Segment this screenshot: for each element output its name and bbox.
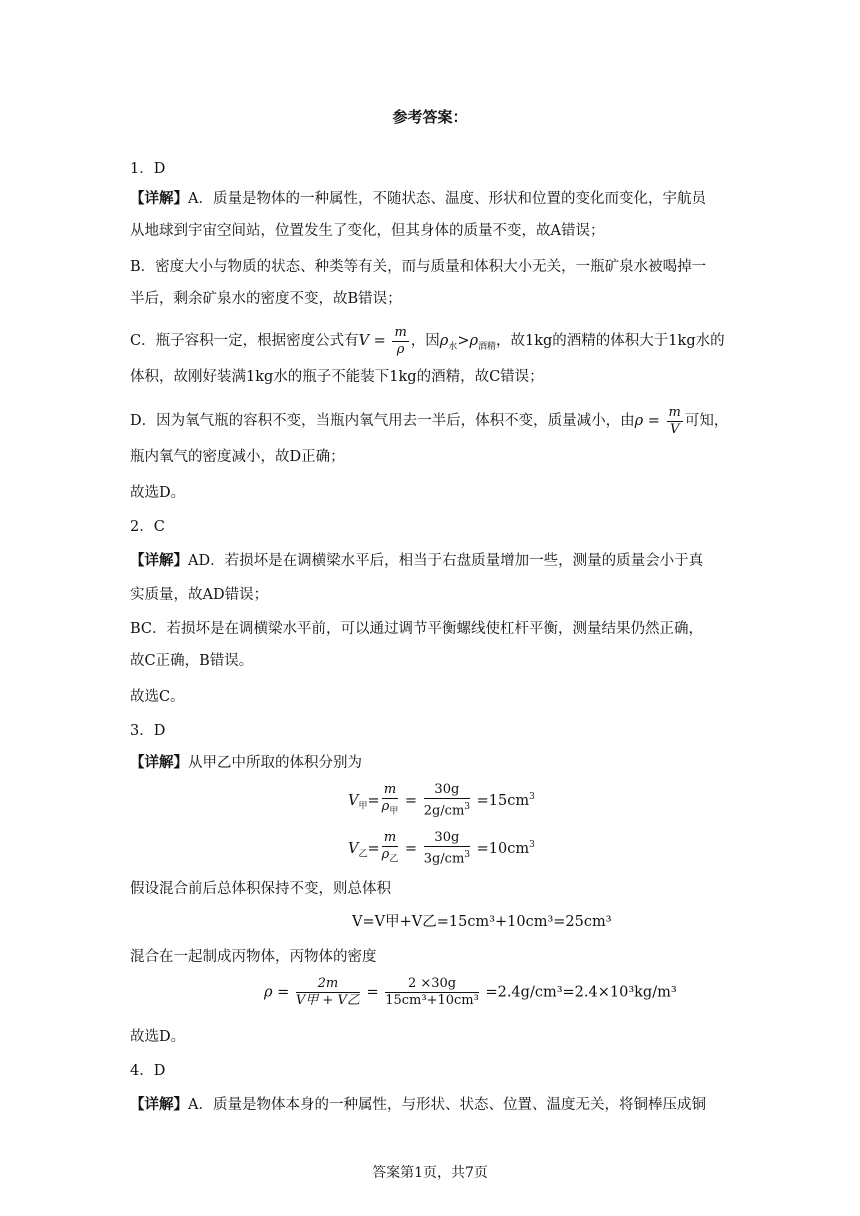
eq2-frac-num: m — [382, 830, 399, 847]
q3-eq-total-volume: V=V甲+V乙=15cm³+10cm³=25cm³ — [352, 914, 612, 930]
q1-c-formula-lhs: V = — [358, 333, 391, 349]
q1-c-frac-den: ρ — [396, 341, 405, 357]
q3-intro-text: 从甲乙中所取的体积分别为 — [188, 755, 362, 771]
eq1-lhs-sub: 甲 — [358, 801, 368, 812]
q1-d-frac-num: m — [668, 404, 681, 420]
q1-c-text: C．瓶子容积一定，根据密度公式有 — [130, 333, 359, 349]
eq4-frac2-den: 15cm³+10cm³ — [385, 993, 479, 1008]
q1-c-rho1: ρ — [439, 333, 449, 349]
eq1-den-rho: ρ — [381, 799, 390, 814]
q1-a-text1: A．质量是物体的一种属性，不随状态、温度、形状和位置的变化而变化，宇航员 — [188, 191, 706, 207]
eq4-frac — [296, 976, 360, 1009]
q1-answer — [130, 158, 735, 180]
eq2-result-sup: 3 — [529, 839, 535, 850]
eq1-frac2-den — [424, 799, 470, 819]
q3-detail-tag: 【详解】 — [130, 754, 188, 771]
eq2-eq2: = — [400, 840, 422, 857]
q1-a-line2: 从地球到宇宙空间站，位置发生了变化，但其身体的质量不变，故A错误； — [130, 223, 605, 239]
q2-ad-line1 — [130, 550, 735, 572]
eq1-eq2: = — [400, 792, 422, 809]
q4-a-line1 — [130, 1094, 735, 1116]
q4-number: 4．D — [130, 1063, 166, 1079]
eq1-frac — [382, 782, 399, 820]
eq2-lhs: V — [348, 840, 359, 857]
q4-detail-tag: 【详解】 — [130, 1096, 188, 1113]
eq4-result: =2.4g/cm³=2.4×10³kg/m³ — [480, 984, 677, 1001]
q2-ad-line2: 实质量，故AD错误； — [130, 587, 269, 603]
q1-c-line2: 体积，故刚好装满1kg水的瓶子不能装下1kg的酒精，故C错误； — [130, 369, 544, 385]
q3-eq-density — [264, 976, 677, 1009]
eq4-frac2-num: 2 ×30g — [385, 976, 479, 993]
q1-d-line1 — [130, 404, 735, 438]
eq4-eq: = — [361, 984, 384, 1001]
q3-choice: 故选D。 — [130, 1029, 186, 1045]
q1-c-mid: ，因 — [410, 333, 440, 349]
eq4-frac-num: 2m — [296, 976, 360, 993]
q2-bc-line2: 故C正确，B错误。 — [130, 653, 254, 669]
q3-intro — [130, 752, 735, 774]
q3-eq-volume-yi — [348, 830, 535, 868]
eq1-result-sup: 3 — [529, 791, 535, 802]
eq1-lhs: V — [348, 792, 359, 809]
eq1-den2-text: 2g/cm — [423, 803, 465, 819]
q1-d-text: D．因为氧气瓶的容积不变，当瓶内氧气用去一半后，体积不变，质量减小，由 — [130, 413, 635, 429]
eq1-den2-sup: 3 — [464, 802, 471, 813]
q2-ad-text1: AD．若损坏是在调横梁水平后，相当于右盘质量增加一些，测量的质量会小于真 — [188, 553, 704, 569]
eq1-frac2 — [424, 782, 470, 819]
q2-bc-line1: BC．若损坏是在调横梁水平前，可以通过调节平衡螺线使杠杆平衡，测量结果仍然正确， — [130, 621, 704, 637]
eq1-den-sub: 甲 — [389, 806, 399, 817]
q1-d-fraction — [667, 405, 683, 438]
q1-c-sub1: 水 — [448, 341, 458, 352]
q3-number: 3．D — [130, 723, 166, 739]
q1-number: 1．D — [130, 161, 166, 177]
page-title: 参考答案： — [392, 108, 468, 126]
q1-c-sub2: 酒精 — [478, 341, 497, 352]
q3-assume: 假设混合前后总体积保持不变，则总体积 — [130, 881, 391, 897]
q1-d-post: 可知， — [684, 413, 729, 429]
eq2-frac2 — [424, 830, 470, 867]
eq1-eq: = — [367, 792, 380, 809]
eq2-den2-text: 3g/cm — [423, 851, 465, 867]
eq2-frac-den — [382, 847, 399, 868]
q3-mix: 混合在一起制成丙物体，丙物体的密度 — [130, 949, 377, 965]
q1-b-line2: 半后，剩余矿泉水的密度不变，故B错误； — [130, 291, 402, 307]
eq1-result: =15cm — [472, 792, 530, 809]
q3-eq-volume-jia — [348, 782, 535, 820]
eq4-frac2 — [385, 976, 479, 1009]
page-footer: 答案第1页，共7页 — [372, 1165, 488, 1181]
eq2-eq: = — [367, 840, 380, 857]
q2-number: 2．C — [130, 519, 165, 535]
eq1-frac-num: m — [382, 782, 399, 799]
q1-c-gt: > — [457, 333, 470, 349]
q1-a-line1 — [130, 188, 735, 210]
eq2-frac2-num: 30g — [424, 830, 470, 847]
eq2-den-rho: ρ — [381, 847, 390, 862]
eq2-lhs-sub: 乙 — [358, 849, 368, 860]
q1-b-line1: B．密度大小与物质的状态、种类等有关，而与质量和体积大小无关，一瓶矿泉水被喝掉一 — [130, 259, 707, 275]
q1-c-post: ，故1kg的酒精的体积大于1kg水的 — [496, 333, 725, 349]
q1-d-frac-den: V — [670, 421, 680, 437]
q1-c-frac-num: m — [394, 324, 407, 340]
eq1-frac2-num: 30g — [424, 782, 470, 799]
eq2-den-sub: 乙 — [389, 854, 399, 865]
eq4-lhs: ρ = — [264, 984, 294, 1001]
eq2-frac — [382, 830, 399, 868]
q2-detail-tag: 【详解】 — [130, 552, 188, 569]
eq2-den2-sup: 3 — [464, 850, 471, 861]
eq1-frac-den — [382, 799, 399, 820]
q1-detail-tag: 【详解】 — [130, 190, 188, 207]
eq4-frac-den: V甲 + V乙 — [295, 993, 360, 1008]
q1-c-line1 — [130, 324, 735, 364]
q1-d-line2: 瓶内氧气的密度减小，故D正确； — [130, 449, 345, 465]
eq2-frac2-den — [424, 847, 470, 867]
q1-c-rho2: ρ — [469, 333, 478, 349]
q2-choice: 故选C。 — [130, 689, 185, 705]
q1-d-formula-lhs: ρ = — [634, 413, 665, 429]
q4-a-text1: A．质量是物体本身的一种属性，与形状、状态、位置、温度无关，将铜棒压成铜 — [188, 1097, 706, 1113]
q1-c-fraction — [392, 325, 408, 358]
eq2-result: =10cm — [472, 840, 530, 857]
q1-choice: 故选D。 — [130, 485, 186, 501]
